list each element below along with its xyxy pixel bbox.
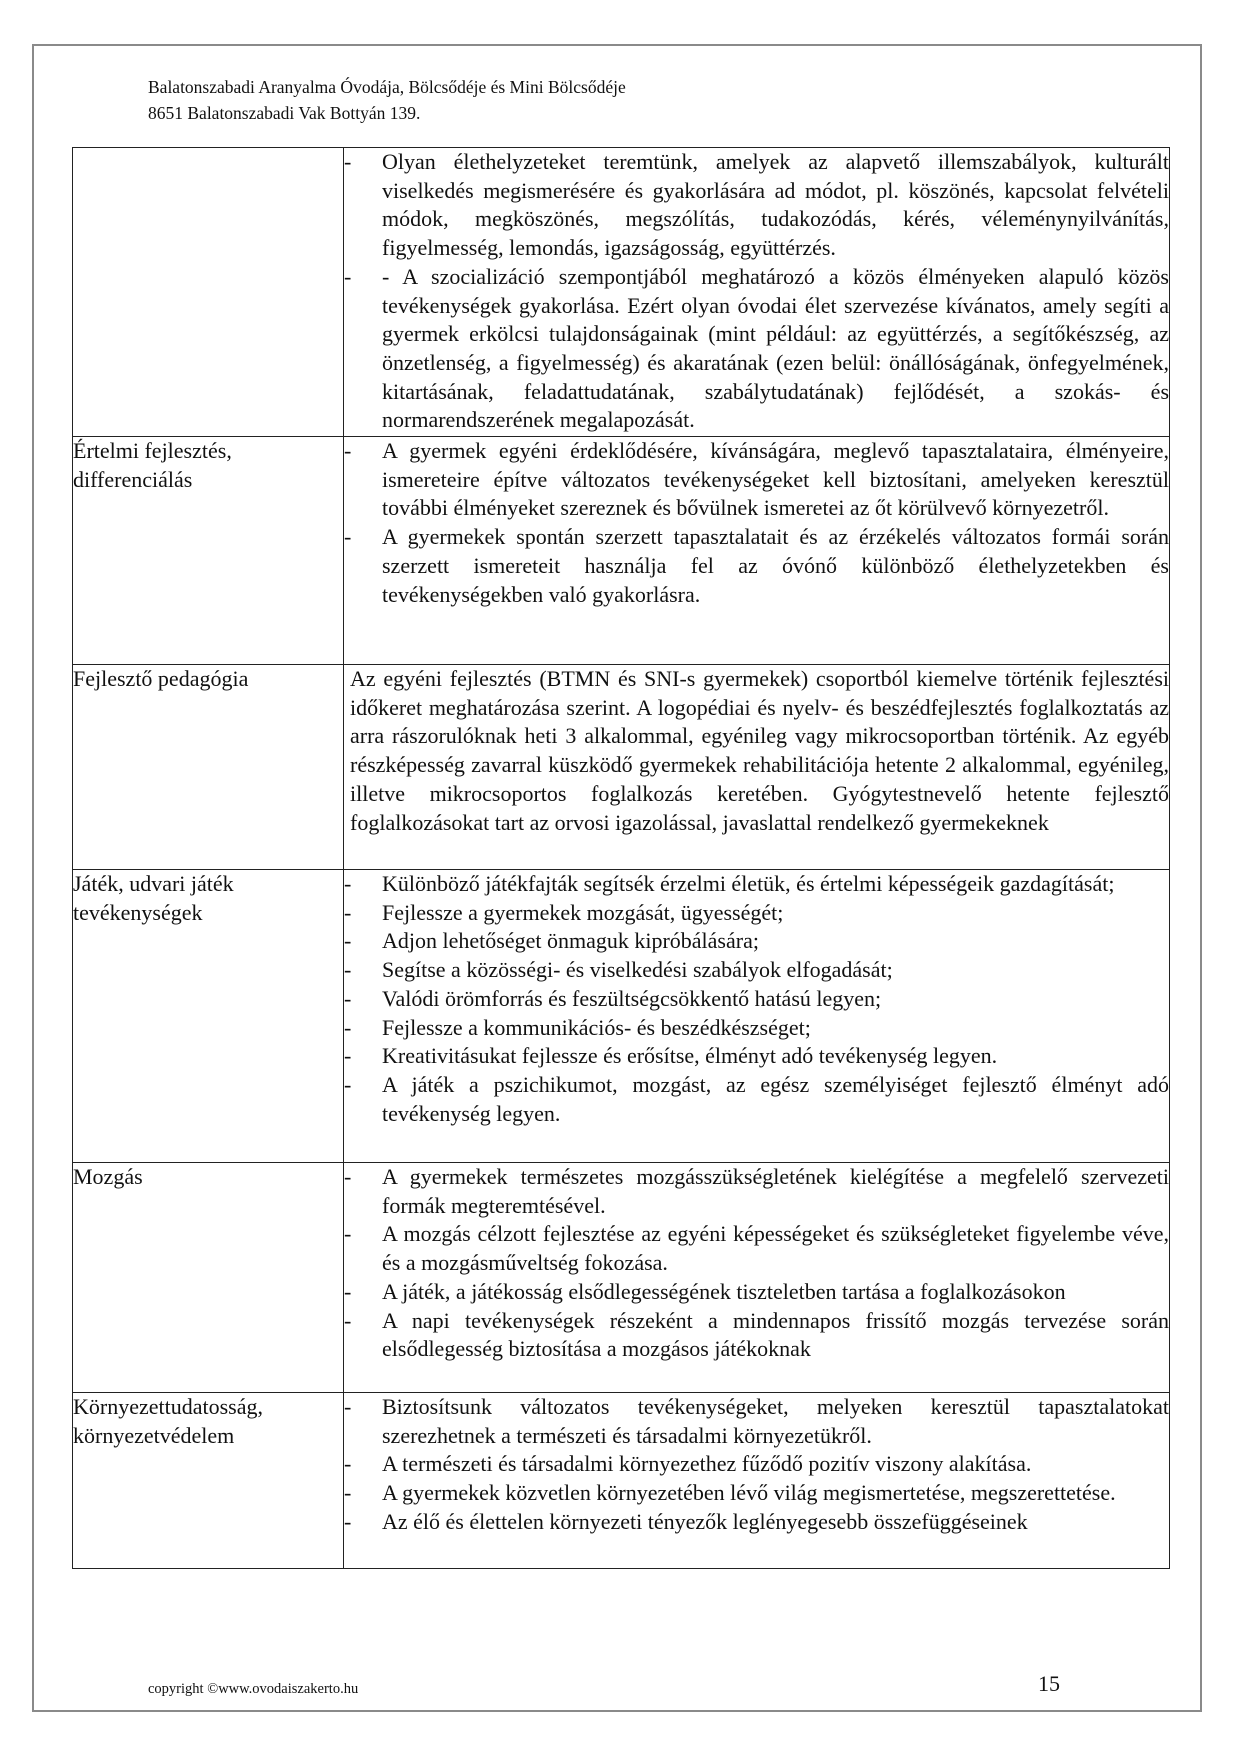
paragraph: Az egyéni fejlesztés (BTMN és SNI-s gyermekek) csoportból kiemelve történik fejlesztési időkeret meghatározása szerint. A logopédiai és nyelv- és beszédfejlesztés foglalkoztatás az arra rászorulóknak heti 3 alkalommal, egyénileg vagy mikrocsoportban történik. Az egyéb részképesség zavarral küszködő gyermekek rehabilitációja hetente 2 alkalommal, egyénileg, illetve mikrocsoportos foglalkozás keretében. Gyógytestnevelő hetente fejlesztő foglalkozásokat tart az orvosi igazolással, javaslattal rendelkező gyermekeknek	[350, 666, 1169, 835]
footer-copyright: copyright ©www.ovodaiszakerto.hu	[148, 1681, 359, 1697]
content-table	[72, 147, 1170, 1569]
list-item: - Biztosítsunk változatos tevékenységeket, melyeken keresztül tapasztalatokat szerezhetnek a természeti és társadalmi környezetükről.	[344, 1393, 1169, 1450]
list-item: - - A szocializáció szempontjából meghatározó a közös élményeken alapuló közös tevékenységek gyakorlása. Ezért olyan óvodai élet szervezése kívánatos, amely segíti a gyermek erkölcsi tulajdonságainak (mint például: az együttérzés, a segítőkészség, az önzetlenség, a figyelmesség) és akaratának (ezen belül: önállóságának, önfegyelmének, kitartásának, feladattudatának, szabálytudatának) fejlődését, a szokás- és normarendszerének megalapozását.	[344, 263, 1169, 435]
table-row	[73, 870, 1170, 1163]
row-content	[344, 665, 1170, 870]
row-content	[344, 148, 1170, 437]
page-header	[148, 74, 626, 126]
list-item: - Különböző játékfajták segítsék érzelmi életük, és értelmi képességeik gazdagítását;	[344, 870, 1169, 899]
list-item: - A természeti és társadalmi környezethez fűződő pozitív viszony alakítása.	[344, 1450, 1169, 1479]
list-item: - A játék, a játékosság elsődlegességének tiszteletben tartása a foglalkozásokon	[344, 1278, 1169, 1307]
list-item: - Az élő és élettelen környezeti tényezők leglényegesebb összefüggéseinek	[344, 1508, 1169, 1537]
page-number: 15	[1038, 1671, 1060, 1696]
list-item: - A napi tevékenységek részeként a mindennapos frissítő mozgás tervezése során elsődlegesség biztosítása a mozgásos játékoknak	[344, 1307, 1169, 1364]
list-item: - A gyermekek közvetlen környezetében lévő világ megismertetése, megszerettetése.	[344, 1479, 1169, 1508]
row-label: Fejlesztő pedagógia	[73, 665, 344, 870]
bullet-list	[344, 437, 1169, 609]
row-label: Mozgás	[73, 1163, 344, 1393]
bullet-list	[344, 1163, 1169, 1364]
list-item: - A játék a pszichikumot, mozgást, az egész személyiséget fejlesztő élményt adó tevékenység legyen.	[344, 1071, 1169, 1128]
list-item: - A gyermekek spontán szerzett tapasztalatait és az érzékelés változatos formái során szerzett ismereteit használja fel az óvónő különböző élethelyzetekben és tevékenységekben való gyakorlásra.	[344, 523, 1169, 609]
bullet-list	[344, 148, 1169, 435]
header-institution: Balatonszabadi Aranyalma Óvodája, Bölcsődéje és Mini Bölcsődéje	[148, 77, 626, 97]
list-item: - A mozgás célzott fejlesztése az egyéni képességeket és szükségleteket figyelembe véve, és a mozgásműveltség fokozása.	[344, 1220, 1169, 1277]
bullet-list	[344, 1393, 1169, 1537]
list-item: - Fejlessze a gyermekek mozgását, ügyességét;	[344, 899, 1169, 928]
table-row	[73, 1393, 1170, 1569]
header-address: 8651 Balatonszabadi Vak Bottyán 139.	[148, 103, 421, 123]
row-content	[344, 437, 1170, 665]
list-item: - A gyermekek természetes mozgásszükségletének kielégítése a megfelelő szervezeti formák megteremtésével.	[344, 1163, 1169, 1220]
row-label	[73, 148, 344, 437]
row-label: Játék, udvari játék tevékenységek	[73, 870, 344, 1163]
row-label: Környezettudatosság, környezetvédelem	[73, 1393, 344, 1569]
row-content	[344, 1393, 1170, 1569]
table-row	[73, 437, 1170, 665]
row-content	[344, 1163, 1170, 1393]
table-row	[73, 1163, 1170, 1393]
list-item: - Fejlessze a kommunikációs- és beszédkészséget;	[344, 1014, 1169, 1043]
list-item: - Kreativitásukat fejlessze és erősítse, élményt adó tevékenység legyen.	[344, 1042, 1169, 1071]
bullet-list	[344, 870, 1169, 1128]
row-content	[344, 870, 1170, 1163]
list-item: - A gyermek egyéni érdeklődésére, kívánságára, meglevő tapasztalataira, élményeire, ismereteire építve változatos tevékenységeket kell biztosítani, amelyeken keresztül további élményeket szereznek és bővülnek ismeretei az őt körülvevő környezetről.	[344, 437, 1169, 523]
list-item: - Valódi örömforrás és feszültségcsökkentő hatású legyen;	[344, 985, 1169, 1014]
row-label: Értelmi fejlesztés, differenciálás	[73, 437, 344, 665]
list-item: - Olyan élethelyzeteket teremtünk, amelyek az alapvető illemszabályok, kulturált viselkedés megismerésére és gyakorlására ad módot, pl. köszönés, kapcsolat felvételi módok, megköszönés, megszólítás, tudakozódás, kérés, véleménynyilvánítás, figyelmesség, lemondás, igazságosság, együttérzés.	[344, 148, 1169, 263]
list-item: - Adjon lehetőséget önmaguk kipróbálására;	[344, 927, 1169, 956]
table-row	[73, 148, 1170, 437]
list-item: - Segítse a közösségi- és viselkedési szabályok elfogadását;	[344, 956, 1169, 985]
table-row	[73, 665, 1170, 870]
